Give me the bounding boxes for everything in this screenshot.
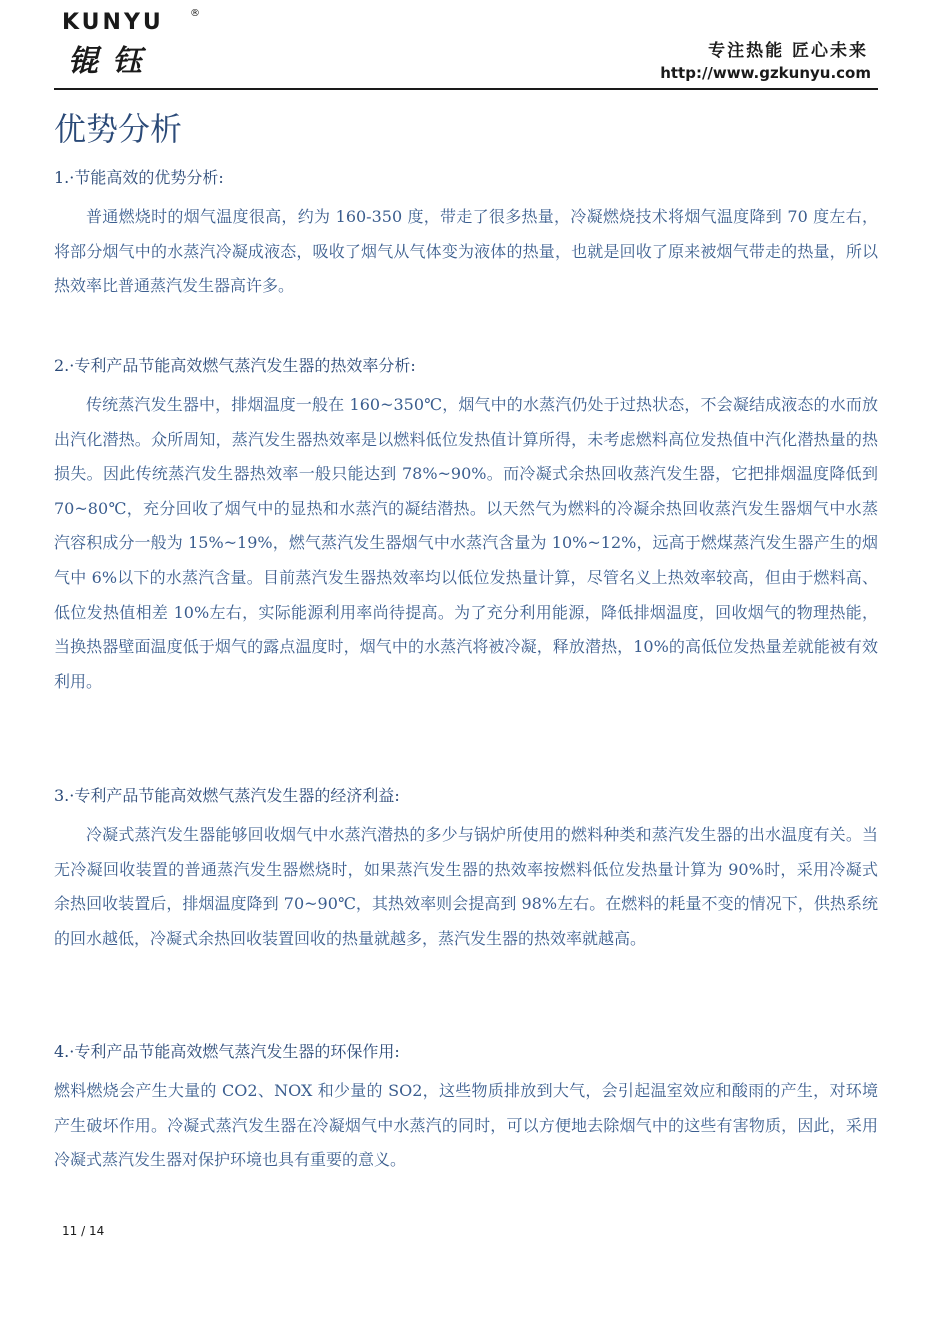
registered-mark: ® — [190, 8, 200, 19]
section-heading: 2.·专利产品节能高效燃气蒸汽发生器的热效率分析: — [54, 356, 416, 375]
header-divider — [54, 88, 878, 90]
section-economic-benefit — [54, 784, 878, 956]
section-heading: 1.·节能高效的优势分析: — [54, 168, 224, 187]
logo-chinese-name: 锟钰 — [68, 44, 156, 79]
section-thermal-efficiency — [54, 354, 878, 699]
header-url[interactable]: http://www.gzkunyu.com — [660, 64, 871, 82]
section-paragraph: 传统蒸汽发生器中，排烟温度一般在 160~350℃，烟气中的水蒸汽仍处于过热状态，不会凝结成液态的水而放出汽化潜热。众所周知，蒸汽发生器热效率是以燃料低位发热值计算所得，未考虑燃料高位发热值中汽化潜热量的热损失。因此传统蒸汽发生器热效率一般只能达到 78%~90%。而冷凝式余热回收蒸汽发生器，它把排烟温度降低到 70~80℃，充分回收了烟气中的显热和水蒸汽的凝结潜热。以天然气为燃料的冷凝余热回收蒸汽发生器烟气中水蒸汽容积成分一般为 15%~19%，燃气蒸汽发生器烟气中水蒸汽含量为 10%~12%，远高于燃煤蒸汽发生器产生的烟气中 6%以下的水蒸汽含量。目前蒸汽发生器热效率均以低位发热量计算，尽管名义上热效率较高，但由于燃料高、低位发热值相差 10%左右，实际能源利用率尚待提高。为了充分利用能源，降低排烟温度，回收烟气的物理热能，当换热器壁面温度低于烟气的露点温度时，烟气中的水蒸汽将被冷凝，释放潜热，10%的高低位发热量差就能被有效利用。 — [54, 395, 878, 691]
section-environmental-role — [54, 1040, 878, 1178]
section-heading: 3.·专利产品节能高效燃气蒸汽发生器的经济利益: — [54, 786, 400, 805]
page-number: 11 / 14 — [62, 1224, 105, 1238]
section-paragraph: 燃料燃烧会产生大量的 CO2、NOX 和少量的 SO2，这些物质排放到大气，会引起温室效应和酸雨的产生，对环境产生破坏作用。冷凝式蒸汽发生器在冷凝烟气中水蒸汽的同时，可以方便地去除烟气中的这些有害物质，因此，采用冷凝式蒸汽发生器对保护环境也具有重要的意义。 — [54, 1081, 878, 1170]
page-title: 优势分析 — [54, 110, 183, 148]
section-paragraph: 冷凝式蒸汽发生器能够回收烟气中水蒸汽潜热的多少与锅炉所使用的燃料种类和蒸汽发生器的出水温度有关。当无冷凝回收装置的普通蒸汽发生器燃烧时，如果蒸汽发生器的热效率按燃料低位发热量计算为 90%时，采用冷凝式余热回收装置后，排烟温度降到 70~90℃，其热效率则会提高到 98%左右。在燃料的耗量不变的情况下，供热系统的回水越低，冷凝式余热回收装置回收的热量就越多，蒸汽发生器的热效率就越高。 — [54, 825, 878, 948]
logo-wordmark: KUNYU — [62, 10, 164, 35]
header-slogan: 专注热能 匠心未来 — [708, 41, 868, 61]
section-heading: 4.·专利产品节能高效燃气蒸汽发生器的环保作用: — [54, 1042, 400, 1061]
kunyu-logo — [62, 8, 222, 78]
section-paragraph: 普通燃烧时的烟气温度很高，约为 160-350 度，带走了很多热量，冷凝燃烧技术将烟气温度降到 70 度左右，将部分烟气中的水蒸汽冷凝成液态，吸收了烟气从气体变为液体的热量，也就是回收了原来被烟气带走的热量，所以热效率比普通蒸汽发生器高许多。 — [54, 207, 878, 296]
section-energy-efficiency — [54, 166, 878, 304]
